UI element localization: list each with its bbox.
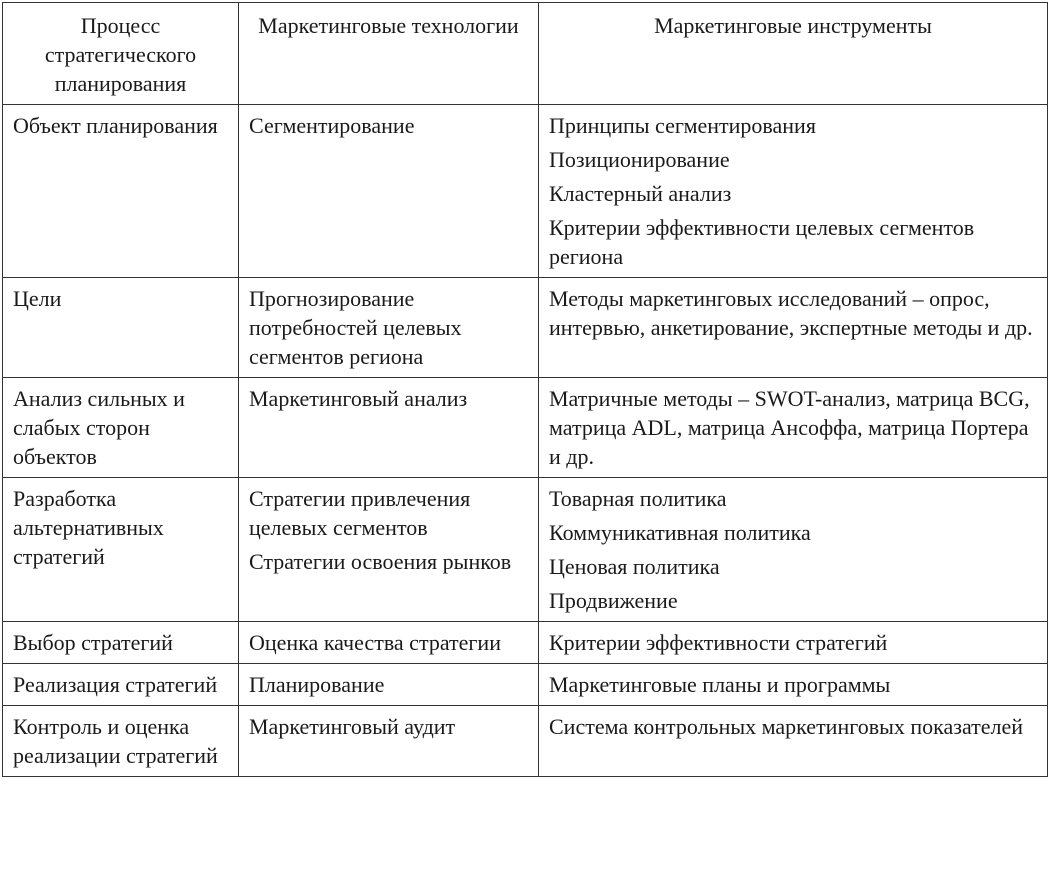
technologies-cell [239,105,539,278]
process-cell: Выбор стратегий [3,622,239,664]
process-cell: Анализ сильных и слабых сторон объектов [3,378,239,478]
tool-item: Методы маркетинговых исследований – опрос, интервью, анкетирование, экспертные методы и др. [549,286,1033,340]
tool-item: Коммуникативная политика [549,520,811,545]
tools-cell [539,478,1048,622]
header-tools: Маркетинговые инструменты [539,3,1048,105]
technologies-cell [239,622,539,664]
technologies-cell [239,664,539,706]
process-cell: Разработка альтернативных стратегий [3,478,239,622]
table-header-row [3,3,1048,105]
header-process: Процесс стратегического планирования [3,3,239,105]
table-row [3,706,1048,777]
table-row [3,664,1048,706]
tool-item: Критерии эффективности целевых сегментов региона [549,215,975,269]
technologies-cell [239,478,539,622]
strategic-planning-table [2,2,1048,777]
tools-cell [539,622,1048,664]
tool-item: Маркетинговые планы и программы [549,672,891,697]
tools-cell [539,706,1048,777]
tool-item: Критерии эффективности стратегий [549,630,888,655]
technology-item: Оценка качества стратегии [249,630,501,655]
tool-item: Система контрольных маркетинговых показателей [549,714,1024,739]
technology-item: Стратегии освоения рынков [249,549,512,574]
technology-item: Маркетинговый аудит [249,714,456,739]
tool-item: Товарная политика [549,486,727,511]
tools-cell [539,105,1048,278]
technology-item: Маркетинговый анализ [249,386,468,411]
technology-item: Прогнозирование потребностей целевых сегментов региона [249,286,462,369]
tools-cell [539,378,1048,478]
table-row [3,278,1048,378]
table-row [3,478,1048,622]
technologies-cell [239,278,539,378]
process-cell: Объект планирования [3,105,239,278]
technology-item: Сегментирование [249,113,415,138]
table-row [3,378,1048,478]
process-cell: Контроль и оценка реализации стратегий [3,706,239,777]
technologies-cell [239,378,539,478]
technology-item: Планирование [249,672,385,697]
process-cell: Реализация стратегий [3,664,239,706]
process-cell: Цели [3,278,239,378]
tool-item: Продвижение [549,588,678,613]
technology-item: Стратегии привлечения целевых сегментов [249,486,471,540]
tool-item: Матричные методы – SWOT-анализ, матрица BCG, матрица ADL, матрица Ансоффа, матрица Портера и др. [549,386,1030,469]
table-row [3,105,1048,278]
tool-item: Позиционирование [549,147,730,172]
tools-cell [539,664,1048,706]
tool-item: Принципы сегментирования [549,113,816,138]
tool-item: Кластерный анализ [549,181,732,206]
tools-cell [539,278,1048,378]
header-technologies: Маркетинговые технологии [239,3,539,105]
tool-item: Ценовая политика [549,554,720,579]
table-row [3,622,1048,664]
technologies-cell [239,706,539,777]
